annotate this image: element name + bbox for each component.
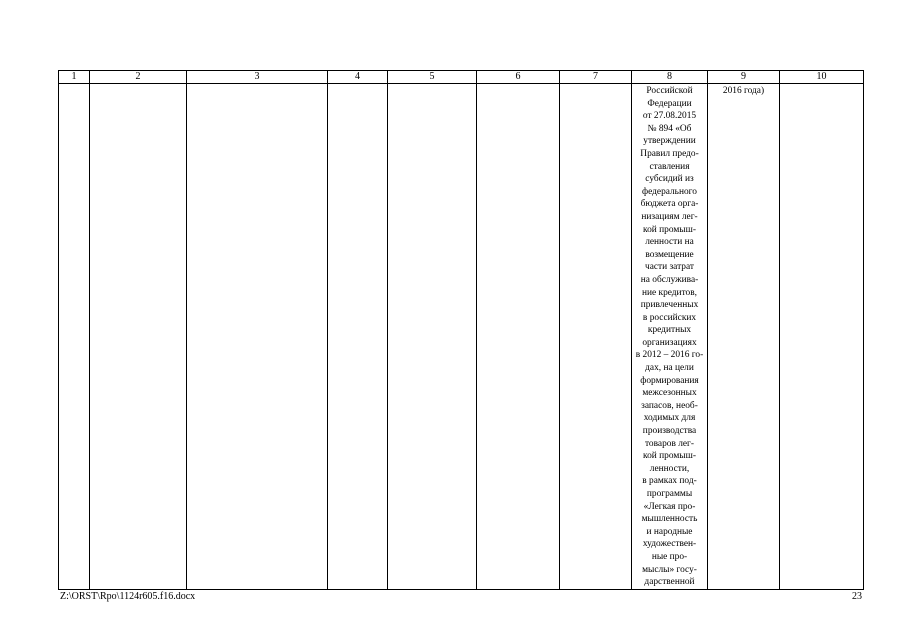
cell-col-7 xyxy=(560,84,632,590)
col8-line: в 2012 – 2016 го- xyxy=(635,350,704,361)
header-col-9: 9 xyxy=(708,71,780,84)
header-col-2: 2 xyxy=(90,71,187,84)
col8-line: кой промыш- xyxy=(643,224,696,235)
col8-line: привлеченных xyxy=(640,300,699,311)
col8-line: ние кредитов, xyxy=(641,287,698,298)
col8-line: кой промыш- xyxy=(643,451,696,462)
col8-line: на обслужива- xyxy=(640,274,699,285)
col8-line: ленности, xyxy=(649,463,690,474)
table-row xyxy=(59,84,864,590)
header-col-8: 8 xyxy=(632,71,708,84)
header-col-1: 1 xyxy=(59,71,90,84)
cell-col-2 xyxy=(90,84,187,590)
col8-line: бюджета орга- xyxy=(640,199,699,210)
cell-col-1 xyxy=(59,84,90,590)
header-col-4: 4 xyxy=(328,71,388,84)
col8-line: от 27.08.2015 xyxy=(642,111,697,122)
page-number: 23 xyxy=(852,591,862,602)
col8-line: ленности на xyxy=(645,237,694,248)
col8-line: в рамках под- xyxy=(642,476,697,487)
col8-line: Правил предо- xyxy=(640,148,699,159)
col8-line: ные про- xyxy=(651,551,688,562)
header-row xyxy=(59,71,864,84)
col8-line: ходимых для xyxy=(643,413,696,424)
col8-line: мышленность xyxy=(641,514,698,525)
col8-line: низациям лег- xyxy=(641,211,698,222)
col8-line: № 894 «Об xyxy=(647,123,692,134)
cell-col-10 xyxy=(780,84,864,590)
col8-line: художествен- xyxy=(642,539,697,550)
col8-line: части затрат xyxy=(644,262,695,273)
col8-line: организациях xyxy=(642,337,697,348)
col8-line: федерального xyxy=(642,186,697,197)
document-table xyxy=(58,70,864,590)
col8-line: программы xyxy=(646,489,693,499)
col8-line: мыслы» госу- xyxy=(642,564,697,575)
cell-col-5 xyxy=(388,84,477,590)
col8-text-block xyxy=(632,84,707,589)
header-col-10: 10 xyxy=(780,71,864,84)
col8-line: утверждении xyxy=(643,136,696,147)
col8-line: возмещение xyxy=(645,249,694,260)
col8-line: ставления xyxy=(649,161,690,172)
col8-line: дах, на цели xyxy=(645,363,694,374)
col8-line: кредитных xyxy=(647,325,692,336)
header-col-3: 3 xyxy=(187,71,328,84)
col8-line: в российских xyxy=(642,312,697,323)
col9-text: 2016 года) xyxy=(722,86,765,96)
col8-line: «Легкая про- xyxy=(643,501,696,512)
col8-line: межсезонных xyxy=(642,388,697,399)
col8-line: производства xyxy=(642,426,697,437)
header-col-6: 6 xyxy=(477,71,560,84)
col8-line: Российской xyxy=(646,86,693,96)
col8-line: субсидий из xyxy=(645,174,694,185)
header-col-5: 5 xyxy=(388,71,477,84)
cell-col-9 xyxy=(708,84,780,590)
col8-line: запасов, необ- xyxy=(641,400,698,411)
footer-file-path: Z:\ORST\Rpo\1124r605.f16.docx xyxy=(60,591,196,602)
header-col-7: 7 xyxy=(560,71,632,84)
cell-col-8 xyxy=(632,84,708,590)
col8-line: Федерации xyxy=(647,98,692,109)
cell-col-3 xyxy=(187,84,328,590)
col8-line: формирования xyxy=(640,375,699,386)
col8-line: и народные xyxy=(646,526,693,537)
col8-line: дарственной xyxy=(644,577,695,588)
cell-col-6 xyxy=(477,84,560,590)
col8-line: товаров лег- xyxy=(644,438,695,449)
cell-col-4 xyxy=(328,84,388,590)
